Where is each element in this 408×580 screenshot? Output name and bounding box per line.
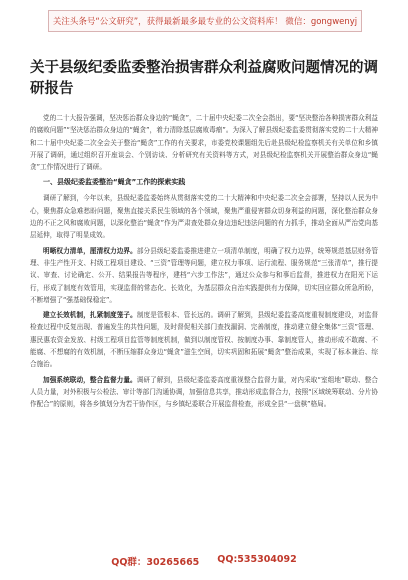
paragraph-text: 调研了解到，县级纪委监委高度重视整合监督力量，对内采取“室组地”联动、整合人员力量，对外积极与公检法、审计等部门沟通协调，加强信息共享，推动形成监督合力，按照“区域统筹联动、分片协作配合”的原则，将各乡镇划分为若干协作区，与乡镇纪委联合开展监督检查，形成全县“一盘棋”格局。 [30, 375, 378, 409]
intro-paragraph: 党的二十大报告强调，坚决惩治群众身边的“蝇贪”，二十届中央纪委二次全会指出，要“坚决整治各种损害群众利益的腐败问题”“坚决惩治群众身边的“蝇贪”，着力清除基层腐败毒瘤”。为深入了解县级纪委监委贯彻落实党的二十大精神和二十届中央纪委二次全会关于整治“蝇贪”工作的有关要求，市委党校课题组先后赴县级纪检监察机关有关单位和乡镇开展了调研，通过组织召开座谈会、个别访谈、分析研究有关资料等方式，对县级纪检监察机关开展整治群众身边“蝇贪”工作情况进行了调研。 [30, 114, 378, 172]
paragraph-lead: 建立长效机制，扎紧制度笼子。 [43, 311, 137, 320]
paragraph-power-list [30, 245, 378, 306]
section1-intro-paragraph: 调研了解到，今年以来，县级纪委监委始终从贯彻落实党的二十大精神和中央纪委二次全会部署，坚持以人民为中心，聚焦群众急难愁盼问题，聚焦直接关系民生领域的各个领域，聚焦严重侵害群众切身利益的问题，深化整治群众身边的不正之风和腐败问题，以深化整治“蝇贪”作为严肃查处群众身边违纪违法问题的有力抓手，推动全面从严治党向基层延伸，取得了明显成效。 [30, 194, 378, 240]
section-heading-1: 一、县级纪委监委整治“蝇贪”工作的探索实践 [43, 178, 186, 187]
document-title: 关于县级纪委监委整治损害群众利益腐败问题情况的调研报告 [30, 60, 378, 97]
footer-qq-group: QQ群：30265665 [111, 557, 200, 568]
header-banner: 关注头条号“公文研究”，获得最新最多最专业的公文资料库！ 微信：gongwenyj [48, 10, 362, 32]
paragraph-lead: 明晰权力清单，厘清权力边界。 [43, 246, 137, 255]
paragraph-lead: 加强系统联动，整合监督力量。 [43, 375, 137, 384]
paragraph-text: 部分县级纪委监委推进建立一项清单制度，明确了权力边界，统筹规范基层财务管理、非生产性开支、村级工程项目建设、“三资”管理等问题，建立权力事项、运行流程、服务规范“三张清单”，推行提议、审查、讨论确定、公开、结果报告等程序，建档“六步工作法”，通过公众参与和事后监督，推进权力在阳光下运行，形成了制度有效管用，实现监督的常态化、长效化，为基层群众自治实践提供有力保障，切实回应群众所急所盼，不断增强了“强基础保稳定”。 [30, 246, 379, 304]
footer-contacts [0, 554, 408, 570]
paragraph-long-term-mechanism [30, 309, 378, 370]
paragraph-text: 制度是管根本、管长远的。调研了解到，县级纪委监委高度重视制度建设，对监督检查过程中反复出现、普遍发生的共性问题，及时督促相关部门查找漏洞、完善制度，推动建立健全集体“三资”管理、惠民惠农资金发放、村级工程项目监管等制度机制，做到以制度管权、按制度办事、靠制度管人，推动形成不敢腐、不能腐、不想腐的有效机制，不断压缩群众身边“蝇贪”滋生空间，切实巩固和拓展“蝇贪”整治成果，实现了标本兼治、综合施治。 [30, 311, 379, 369]
paragraph-system-linkage [30, 374, 378, 411]
document-body [30, 58, 378, 414]
footer-qq: QQ:535304092 [217, 554, 297, 565]
